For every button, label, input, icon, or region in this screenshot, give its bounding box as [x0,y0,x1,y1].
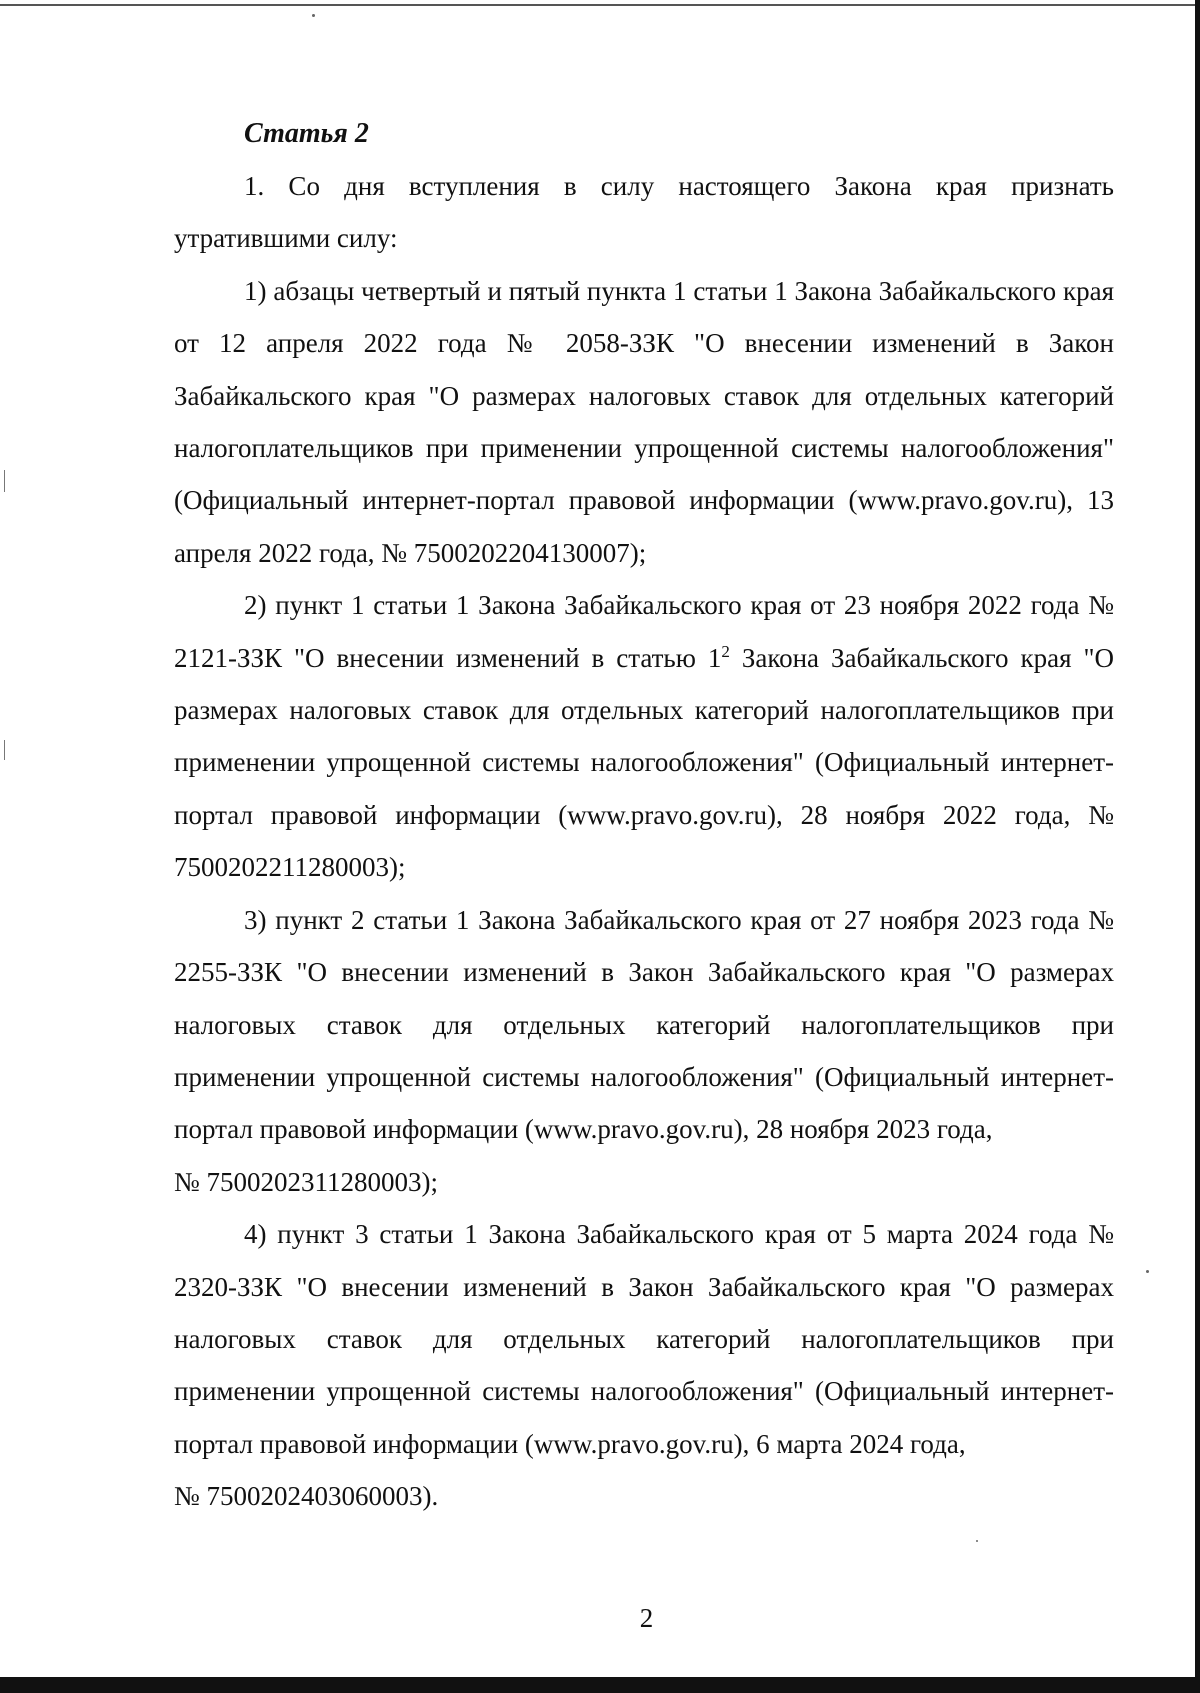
list-item-4-reference: № 7500202403060003). [174,1481,439,1512]
list-item-4: 4) пункт 3 статьи 1 Закона Забайкальского края от 5 марта 2024 года № 2320-ЗЗК "О внесении изменений в Закон Забайкальского края "О размерах налоговых ставок для отдельных категорий налогоплательщиков при применении упрощенной системы налогообложения" (Официальный интернет-портал правовой информации (www.pravo.gov.ru), 6 марта 2024 года, [174,1219,1114,1459]
scan-speck [1146,1270,1149,1273]
list-item-2-start: 2) пункт 1 статьи 1 Закона Забайкальского края от 23 ноября 2022 года № 2121-ЗЗК "О внесении изменений в статью 1 [174,590,1114,673]
scan-bottom-border [0,1677,1200,1693]
article-body [174,160,1114,1523]
article-heading: Статья 2 [244,118,369,149]
list-item-1: 1) абзацы четвертый и пятый пункта 1 статьи 1 Закона Забайкальского края от 12 апреля 2022 года № 2058-ЗЗК "О внесении изменений в Закон Забайкальского края "О размерах налоговых ставок для отдельных категорий налогоплательщиков при применении упрощенной системы налогообложения" (Официальный интернет-портал правовой информации (www.pravo.gov.ru), 13 апреля 2022 года, № 7500202204130007); [174,275,1114,568]
superscript-mark: 2 [721,641,730,661]
paragraph-intro: 1. Со дня вступления в силу настоящего Закона края признать утратившими силу: [174,171,1114,254]
list-item-2 [174,579,1114,893]
scan-left-mark [4,740,5,760]
scan-left-mark [4,470,5,492]
list-item-2-end: Закона Забайкальского края "О размерах налоговых ставок для отдельных категорий налогоплательщиков при применении упрощенной системы налогообложения" (Официальный интернет-портал правовой информации (www.pravo.gov.ru), 28 ноября 2022 года, № 7500202211280003); [174,642,1114,883]
scan-speck [312,14,315,17]
scan-top-rule [0,4,1200,6]
list-item-3-reference: № 7500202311280003); [174,1166,439,1197]
scan-right-border [1195,0,1200,1693]
list-item-3: 3) пункт 2 статьи 1 Закона Забайкальского края от 27 ноября 2023 года № 2255-ЗЗК "О внесении изменений в Закон Забайкальского края "О размерах налоговых ставок для отдельных категорий налогоплательщиков при применении упрощенной системы налогообложения" (Официальный интернет-портал правовой информации (www.pravo.gov.ru), 28 ноября 2023 года, [174,904,1114,1145]
scan-speck [976,1540,978,1542]
page-number: 2 [639,1603,654,1633]
